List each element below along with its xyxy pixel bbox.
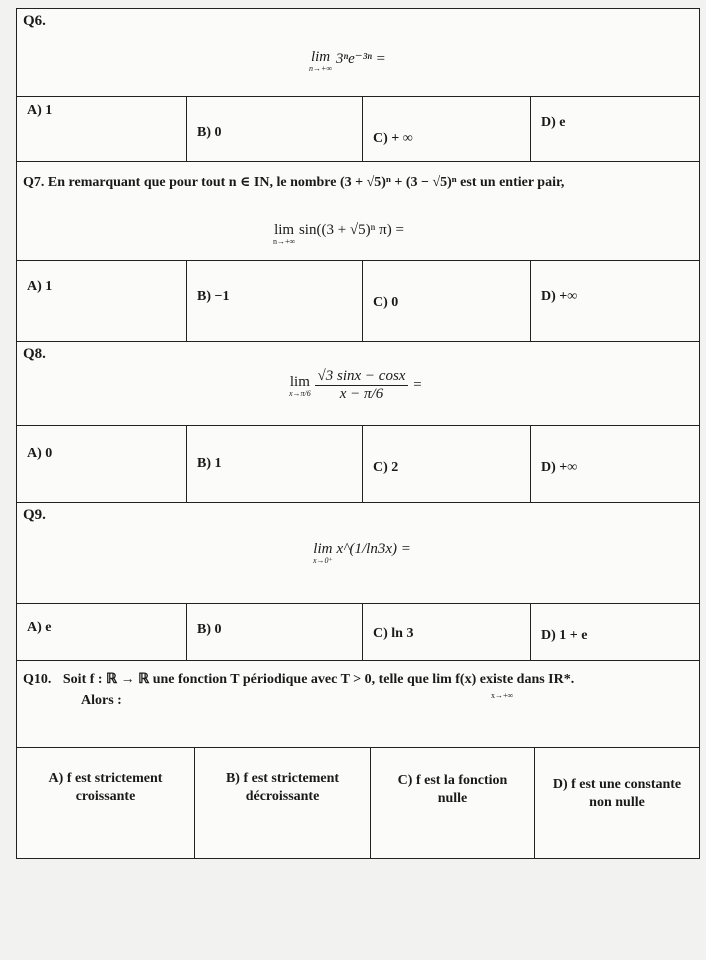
lim-text: lim: [313, 541, 333, 557]
fraction-numerator: √3 sinx − cosx: [315, 368, 409, 386]
answer-row-q6: [17, 97, 699, 162]
option-b[interactable]: B) 1: [187, 426, 363, 502]
question-label: Q8.: [23, 346, 46, 362]
option-line: A) f est strictement: [48, 771, 163, 786]
option-line: D) f est une constante: [552, 777, 682, 792]
option-a[interactable]: A) 1: [17, 97, 187, 161]
option-c[interactable]: C) + ∞: [363, 97, 531, 161]
option-c[interactable]: [371, 748, 535, 858]
option-b[interactable]: B) 0: [187, 97, 363, 161]
lim-subscript: n→+∞: [309, 64, 333, 73]
option-d[interactable]: D) +∞: [541, 460, 578, 475]
fraction-denominator: x − π/6: [339, 386, 384, 402]
lim-text: lim: [274, 222, 295, 238]
option-c[interactable]: C) ln 3: [363, 604, 531, 660]
question-text: En remarquant que pour tout n ∈ IN, le nombre (3 + √5)ⁿ + (3 − √5)ⁿ est un entier pair,: [47, 175, 565, 190]
option-d[interactable]: D) e: [541, 115, 566, 130]
limit-expression: sin((3 + √5)ⁿ π) =: [298, 222, 404, 238]
limit-formula: [273, 222, 404, 246]
option-a[interactable]: A) 1: [17, 261, 187, 341]
option-c[interactable]: C) 2: [363, 426, 531, 502]
limit-formula: [313, 541, 411, 565]
lim-subscript: x→+∞: [491, 691, 514, 700]
option-line: croissante: [75, 789, 136, 804]
option-line: nulle: [437, 791, 468, 806]
answer-row-q7: [17, 261, 699, 342]
lim-subscript: x→π/6: [289, 388, 311, 398]
option-a[interactable]: A) e: [17, 604, 187, 660]
question-text: Soit f : ℝ → ℝ une fonction T périodique avec T > 0, telle que lim f(x) existe dans IR*.: [62, 672, 575, 687]
option-line: non nulle: [589, 795, 645, 810]
question-label: Q9.: [23, 507, 46, 523]
question-label: Q6.: [23, 13, 46, 29]
option-b[interactable]: B) −1: [187, 261, 363, 341]
question-q7: [17, 162, 699, 261]
question-text-continued: Alors :: [81, 693, 122, 708]
option-line: C) f est la fonction: [397, 773, 508, 788]
question-q9: [17, 503, 699, 604]
answer-row-q9: [17, 604, 699, 661]
exam-sheet: [16, 8, 700, 859]
option-d[interactable]: D) +∞: [541, 289, 578, 304]
answer-row-q8: [17, 426, 699, 503]
option-a[interactable]: [17, 748, 195, 858]
option-c[interactable]: C) 0: [363, 261, 531, 341]
question-label: Q10.: [23, 672, 52, 687]
question-q10: [17, 661, 699, 748]
option-d[interactable]: [535, 748, 699, 858]
fraction: [315, 368, 409, 403]
limit-expression: 3ⁿe⁻³ⁿ =: [335, 51, 386, 67]
option-a[interactable]: A) 0: [17, 426, 187, 502]
limit-expression: x^(1/ln3x) =: [336, 541, 411, 557]
lim-subscript: n→+∞: [273, 237, 296, 246]
lim-text: lim: [289, 373, 310, 390]
question-label: Q7.: [23, 175, 45, 190]
limit-formula: [309, 49, 386, 73]
question-q6: [17, 9, 699, 97]
answer-row-q10: [17, 748, 699, 858]
option-line: décroissante: [245, 789, 320, 804]
option-b[interactable]: [195, 748, 371, 858]
lim-subscript: x→0⁺: [313, 556, 333, 565]
option-b[interactable]: B) 0: [187, 604, 363, 660]
question-q8: [17, 342, 699, 426]
limit-formula: [289, 368, 422, 403]
option-line: B) f est strictement: [225, 771, 340, 786]
option-d[interactable]: D) 1 + e: [541, 628, 588, 643]
lim-text: lim: [310, 49, 331, 65]
equals-sign: =: [412, 376, 423, 393]
